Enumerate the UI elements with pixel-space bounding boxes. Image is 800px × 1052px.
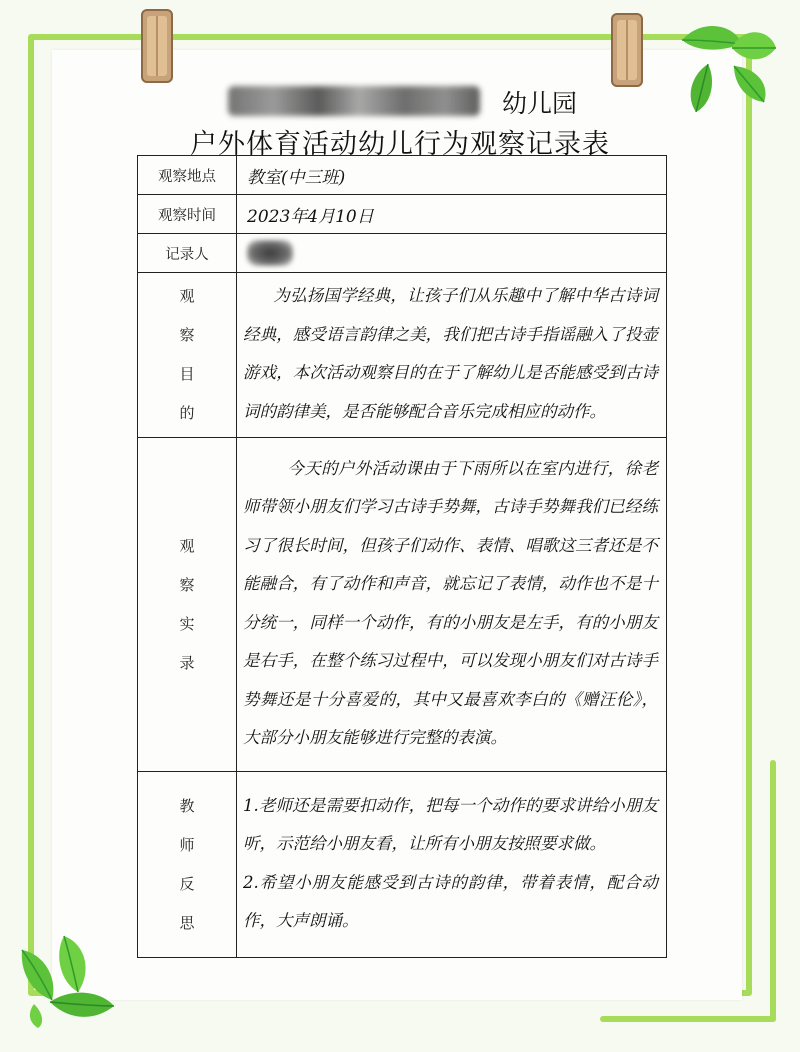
recorder-label: 记录人 — [138, 234, 237, 273]
reflection-label-char: 师 — [179, 835, 195, 854]
leaf-cluster-icon — [14, 930, 124, 1030]
reflection-label-char: 教 — [179, 796, 195, 815]
reflection-label — [138, 772, 237, 958]
purpose-label-char: 察 — [179, 326, 195, 344]
row-purpose — [138, 273, 667, 438]
record-text-cell — [237, 438, 667, 772]
record-label-char: 观 — [179, 536, 195, 555]
record-label-char: 察 — [179, 575, 195, 594]
row-reflection — [138, 772, 667, 958]
row-location — [138, 156, 667, 195]
location-label: 观察地点 — [138, 156, 237, 195]
purpose-label — [138, 273, 237, 438]
recorder-value — [237, 234, 667, 273]
row-record — [138, 438, 667, 772]
reflection-text-cell — [237, 772, 667, 958]
purpose-label-char: 目 — [179, 365, 195, 383]
record-label-char: 录 — [179, 653, 195, 672]
time-value: 2023年4月10日 — [237, 195, 667, 234]
purpose-label-char: 观 — [179, 287, 195, 305]
reflection-label-char: 反 — [179, 874, 195, 893]
leaf-cluster-icon — [672, 18, 782, 114]
row-recorder — [138, 234, 667, 273]
reflection-item: 1.老师还是需要扣动作，把每一个动作的要求讲给小朋友听，示范给小朋友看，让所有小朋友按照要求做。 — [243, 795, 658, 853]
observation-form — [137, 155, 667, 958]
redacted-name — [228, 86, 480, 116]
kindergarten-name-line — [180, 82, 620, 122]
purpose-text-cell — [237, 273, 667, 438]
purpose-label-char: 的 — [179, 404, 195, 422]
form-title: 户外体育活动幼儿行为观察记录表 — [190, 129, 610, 160]
redacted-recorder — [247, 240, 293, 266]
clothespin-icon — [138, 8, 176, 84]
record-label — [138, 438, 237, 772]
frame-accent-line — [600, 1016, 776, 1022]
time-label: 观察时间 — [138, 195, 237, 234]
purpose-text: 为弘扬国学经典，让孩子们从乐趣中了解中华古诗词经典，感受语言韵律之美，我们把古诗手指谣融入了投壶游戏，本次活动观察目的在于了解幼儿是否能感受到古诗词的韵律美，是否能够配合音乐完成相应的动作。 — [243, 286, 658, 421]
kindergarten-suffix: 幼儿园 — [502, 89, 578, 118]
record-text: 今天的户外活动课由于下雨所以在室内进行，徐老师带领小朋友们学习古诗手势舞，古诗手势舞我们已经练习了很长时间，但孩子们动作、表情、唱歌这三者还是不能融合，有了动作和声音，就忘记了表情，动作也不是十分统一，同样一个动作，有的小朋友是左手，有的小朋友是右手，在整个练习过程中，可以发现小朋友们对古诗手势舞还是十分喜爱的，其中又最喜欢李白的《赠汪伦》，大部分小朋友能够进行完整的表演。 — [243, 458, 658, 747]
location-value: 教室(中三班) — [237, 156, 667, 195]
reflection-label-char: 思 — [179, 913, 195, 932]
record-label-char: 实 — [179, 614, 195, 633]
reflection-item: 2.希望小朋友能感受到古诗的韵律，带着表情，配合动作，大声朗诵。 — [243, 872, 658, 930]
clothespin-icon — [608, 12, 646, 88]
frame-accent-line — [770, 760, 776, 1022]
row-time — [138, 195, 667, 234]
